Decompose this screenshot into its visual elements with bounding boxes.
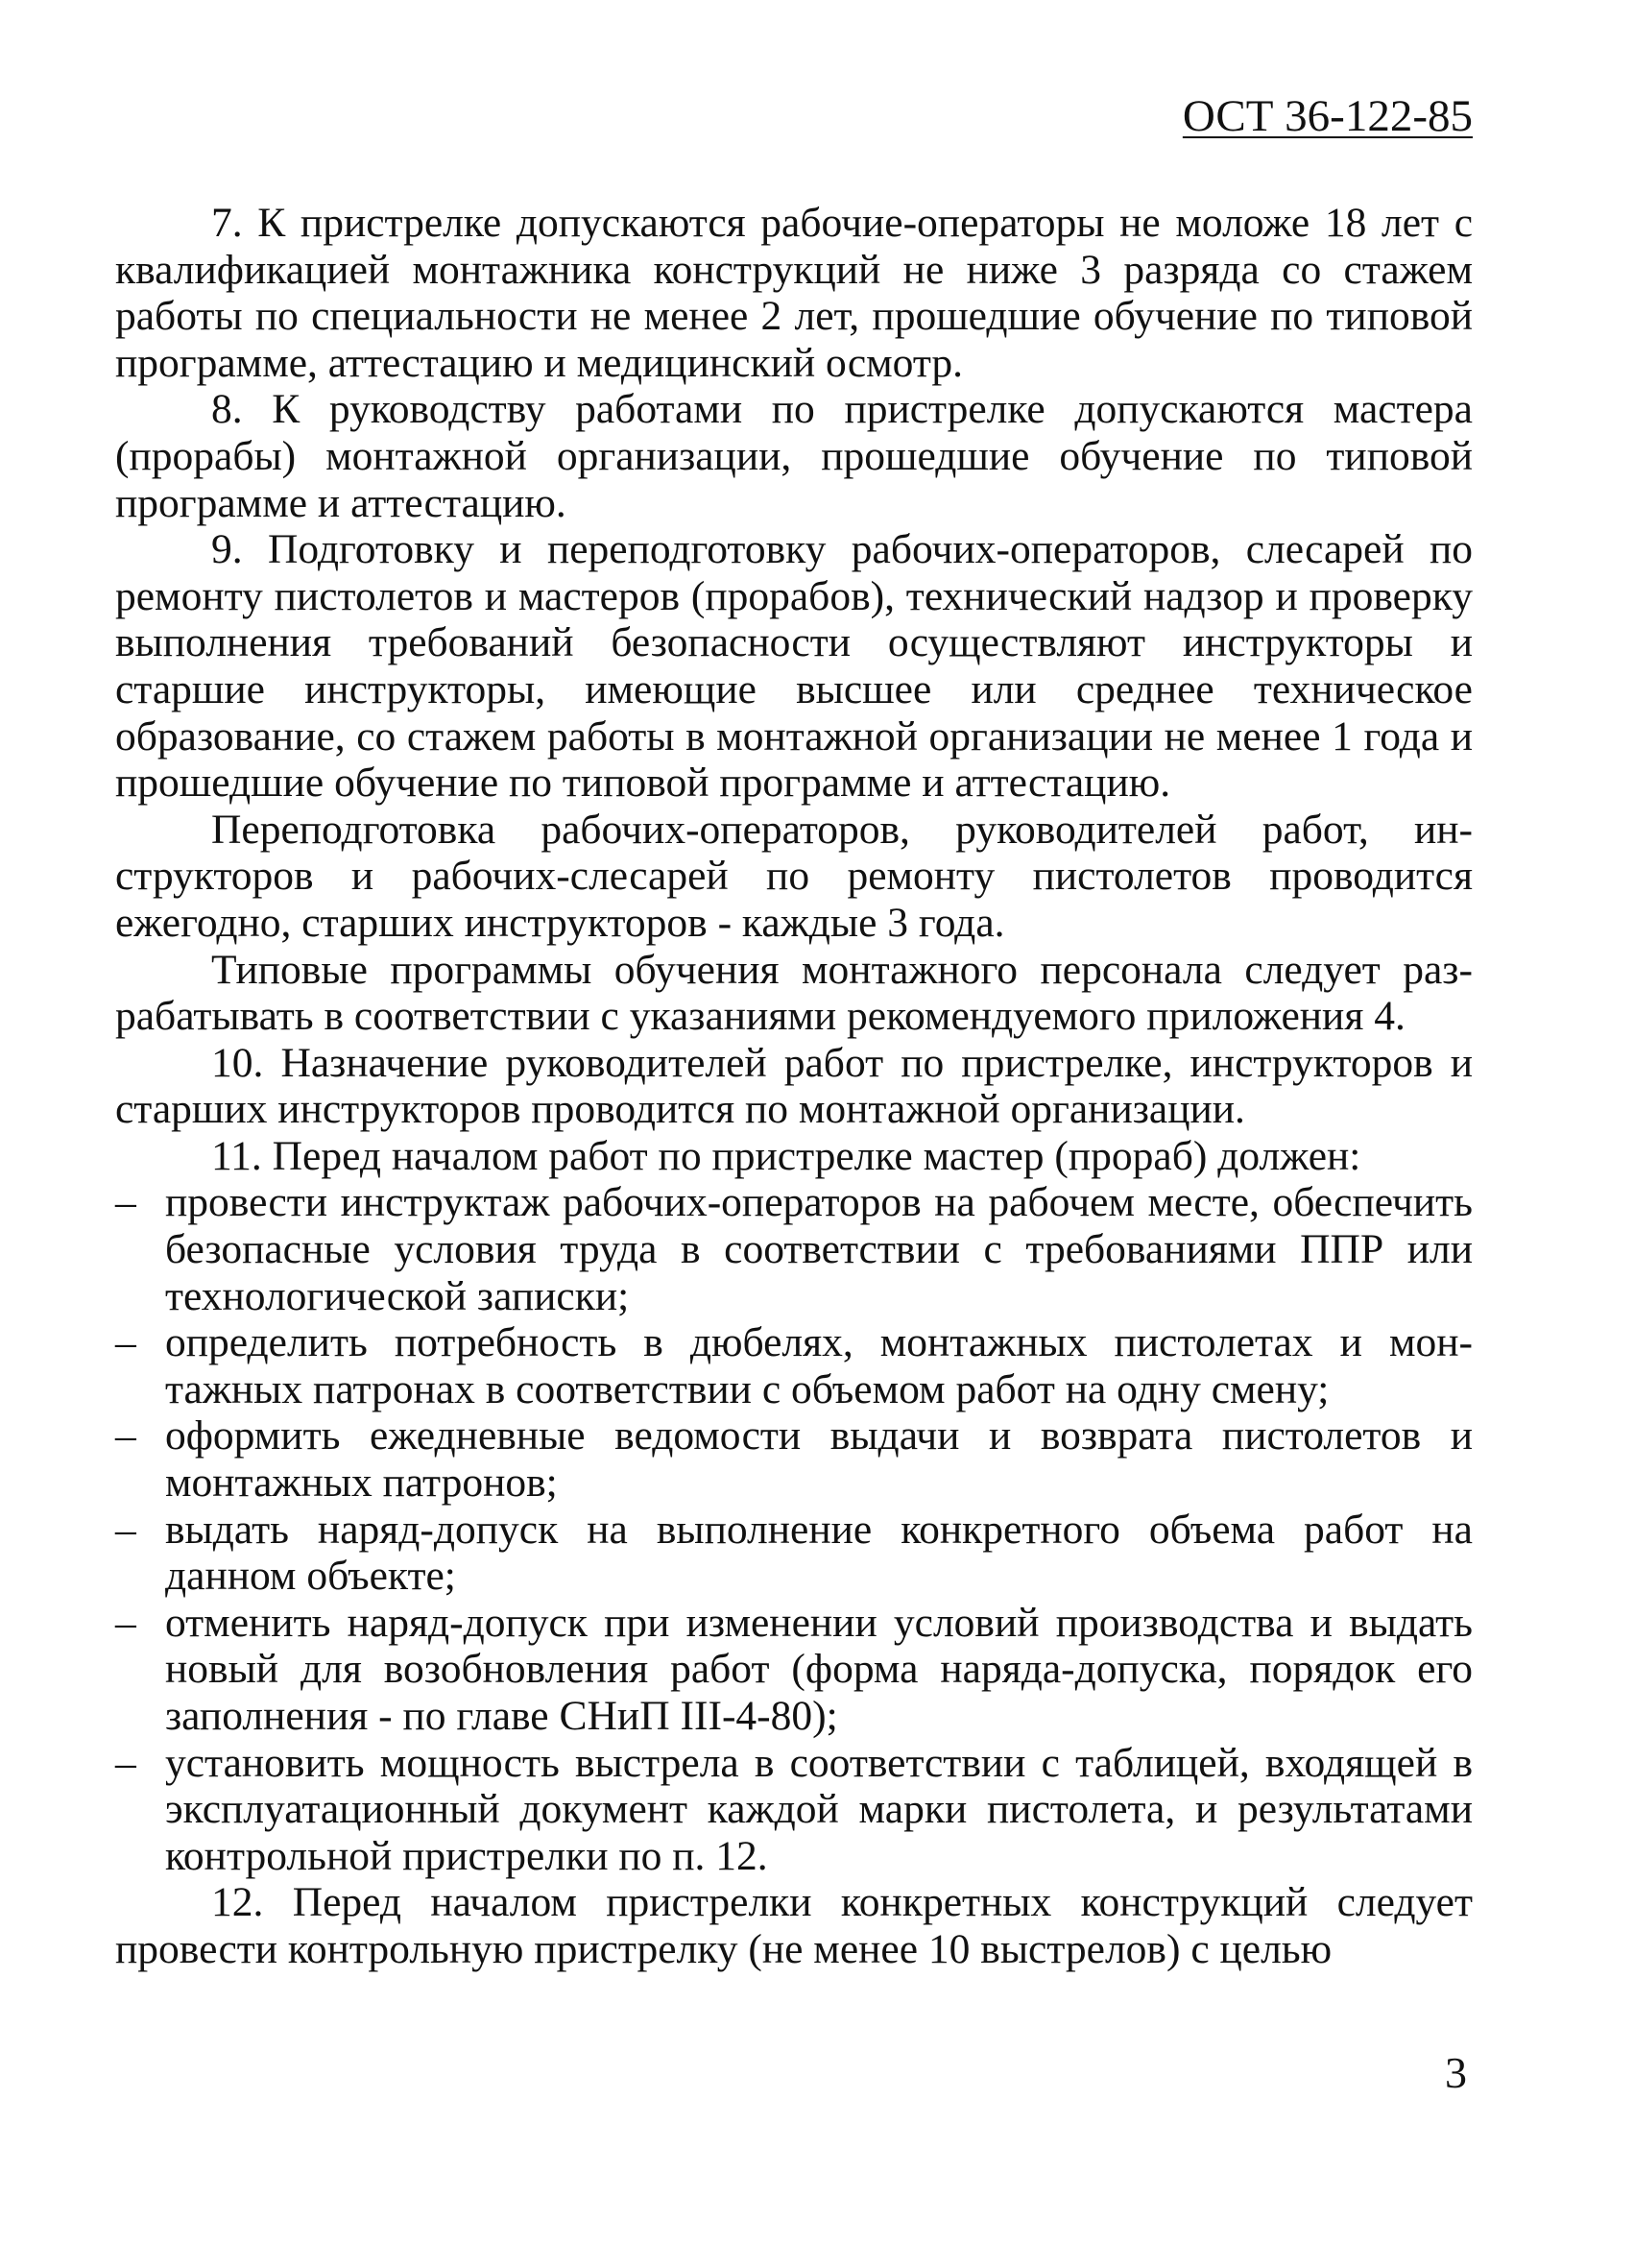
page-number: 3 bbox=[1445, 2048, 1467, 2097]
list-item bbox=[115, 1412, 1473, 1506]
paragraph-retraining: Переподготовка рабочих-операторов, руководителей работ, инструкторов и рабочих-слесарей по ремонту пистолетов проводится ежегодно, старших инструкторов - каждые 3 года. bbox=[115, 806, 1473, 946]
list-item-text: провести инструктаж рабочих-операторов на рабочем месте, обеспечить безопасные условия труда в соответствии с требованиями ППР или технологической записки; bbox=[165, 1179, 1473, 1319]
paragraph-8: 8. К руководству работами по пристрелке допускаются мастера (прорабы) монтажной организации, прошедшие обучение по типовой программе и аттестацию. bbox=[115, 386, 1473, 526]
dash-marker: – bbox=[115, 1412, 136, 1460]
paragraph-10: 10. Назначение руководителей работ по пристрелке, инструкторов и старших инструкторов проводится по монтажной организации. bbox=[115, 1039, 1473, 1133]
dash-marker: – bbox=[115, 1179, 136, 1226]
duties-list bbox=[115, 1179, 1473, 1879]
list-item-text: выдать наряд-допуск на выполнение конкретного объема работ на данном объекте; bbox=[165, 1506, 1473, 1600]
list-item bbox=[115, 1179, 1473, 1319]
list-item-text: отменить наряд-допуск при изменении условий производства и выдать новый для возобновления работ (форма наряда-допуска, порядок его заполнения - по главе СНиП III-4-80); bbox=[165, 1599, 1473, 1739]
dash-marker: – bbox=[115, 1599, 136, 1646]
paragraph-9: 9. Подготовку и переподготовку рабочих-операторов, слесарей по ремонту пистолетов и мастеров (прорабов), технический надзор и проверку выполнения требований безопасности осуществляют инструкторы и старшие инструкторы, имеющие высшее или среднее техническое образование, со стажем работы в монтажной организации не менее 1 года и прошедшие обучение по типовой программе и аттестацию. bbox=[115, 526, 1473, 807]
paragraph-12: 12. Перед началом пристрелки конкретных конструкций следует провести контрольную пристрелку (не менее 10 выстрелов) с целью bbox=[115, 1879, 1473, 1972]
list-item bbox=[115, 1600, 1473, 1740]
document-code: ОСТ 36-122-85 bbox=[1182, 91, 1473, 141]
paragraph-11: 11. Перед началом работ по пристрелке мастер (прораб) должен: bbox=[211, 1132, 1361, 1179]
list-item bbox=[115, 1740, 1473, 1880]
paragraph-programs: Типовые программы обучения монтажного персонала следует разрабатывать в соответствии с указаниями рекомендуемого приложения 4. bbox=[115, 946, 1473, 1040]
dash-marker: – bbox=[115, 1739, 136, 1786]
list-item-text: установить мощность выстрела в соответствии с таблицей, входящей в эксплуатационный документ каждой марки пистолета, и результатами контрольной пристрелки по п. 12. bbox=[165, 1739, 1473, 1879]
list-item bbox=[115, 1507, 1473, 1600]
list-item bbox=[115, 1319, 1473, 1412]
list-item-text: определить потребность в дюбелях, монтажных пистолетах и монтажных патронах в соответствии с объемом работ на одну смену; bbox=[165, 1319, 1473, 1412]
document-body bbox=[115, 200, 1473, 1973]
paragraph-7: 7. К пристрелке допускаются рабочие-операторы не моложе 18 лет с квалификацией монтажника конструкций не ниже 3 разряда со стажем работы по специальности не менее 2 лет, прошедшие обучение по типовой программе, аттестацию и медицинский осмотр. bbox=[115, 200, 1473, 386]
dash-marker: – bbox=[115, 1506, 136, 1553]
dash-marker: – bbox=[115, 1319, 136, 1366]
list-item-text: оформить ежедневные ведомости выдачи и возврата пистолетов и монтажных патронов; bbox=[165, 1412, 1473, 1507]
